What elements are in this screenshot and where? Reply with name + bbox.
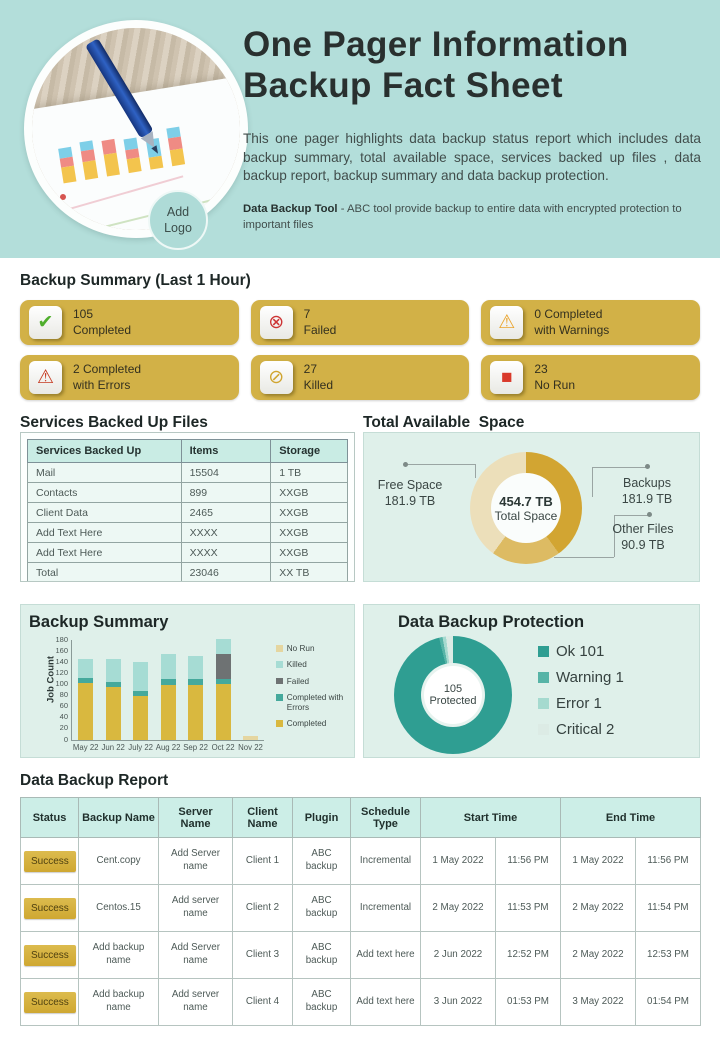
legend-label: No Run xyxy=(286,644,315,653)
bar-segment xyxy=(161,654,176,679)
y-axis-tick: 140 xyxy=(55,656,68,666)
report-cell-end_time: 11:56 PM xyxy=(636,838,701,885)
report-col-plugin: Plugin xyxy=(293,798,351,838)
stacked-bar xyxy=(216,639,231,740)
bar-segment xyxy=(106,659,121,682)
legend-item xyxy=(276,719,346,729)
bar-slot xyxy=(237,640,264,740)
x-axis-tick: Aug 22 xyxy=(155,743,181,752)
report-cell-plugin: ABC backup xyxy=(293,885,351,932)
protection-chart xyxy=(372,636,691,754)
jobs-chart-panel xyxy=(20,604,355,758)
card-value: 27 xyxy=(303,361,318,376)
callout-dot xyxy=(647,512,652,517)
legend-item xyxy=(538,643,624,660)
services-cell: Add Text Here xyxy=(28,543,182,563)
stop-icon: ■ xyxy=(490,361,523,394)
total-space-value: 454.7 TB xyxy=(499,493,553,509)
card-label: Killed xyxy=(303,377,334,392)
services-table-box xyxy=(20,432,355,582)
protection-donut-chart xyxy=(394,636,512,754)
legend-label: Completed with Errors xyxy=(286,693,344,712)
report-table-row xyxy=(21,885,701,932)
legend-swatch xyxy=(276,720,283,727)
services-col-storage: Storage xyxy=(271,440,348,463)
legend-item xyxy=(538,695,624,712)
report-status-cell xyxy=(21,932,79,979)
services-cell: XX TB xyxy=(271,563,348,583)
space-column xyxy=(363,414,700,582)
tool-label: Data Backup Tool xyxy=(243,203,338,215)
report-cell-backup: Add backup name xyxy=(79,932,159,979)
legend-swatch xyxy=(538,672,549,683)
callout-line xyxy=(475,464,476,478)
callout-line xyxy=(554,557,614,558)
legend-swatch xyxy=(276,678,283,685)
bar-segment xyxy=(78,683,93,740)
report-col-schedule: Schedule Type xyxy=(351,798,421,838)
error-icon: ⚠ xyxy=(29,361,62,394)
report-cell-backup: Cent.copy xyxy=(79,838,159,885)
bar-slot xyxy=(209,640,236,740)
services-cell: 2465 xyxy=(181,503,271,523)
y-axis-tick: 60 xyxy=(59,701,68,711)
services-column xyxy=(20,414,355,582)
report-cell-plugin: ABC backup xyxy=(293,932,351,979)
report-cell-server: Add Server name xyxy=(159,932,233,979)
legend-item xyxy=(276,693,346,713)
bar-segment xyxy=(216,684,231,740)
services-cell: XXGB xyxy=(271,503,348,523)
report-status-cell xyxy=(21,979,79,1026)
report-cell-backup: Add backup name xyxy=(79,979,159,1026)
x-axis-tick: Oct 22 xyxy=(211,743,235,752)
services-cell: XXGB xyxy=(271,523,348,543)
protection-donut-center xyxy=(424,666,482,724)
legend-swatch xyxy=(538,698,549,709)
services-heading: Services Backed Up Files xyxy=(20,414,208,431)
card-label: Completed xyxy=(73,322,132,337)
status-badge: Success xyxy=(24,898,76,919)
callout-line xyxy=(592,467,646,468)
protection-legend xyxy=(538,643,624,747)
report-cell-schedule: Add text here xyxy=(351,932,421,979)
report-cell-server: Add Server name xyxy=(159,838,233,885)
other-files-label: Other Files 90.9 TB xyxy=(612,522,674,553)
services-col-service: Services Backed Up xyxy=(28,440,182,463)
report-cell-start_date: 2 Jun 2022 xyxy=(421,932,496,979)
report-col-start: Start Time xyxy=(421,798,561,838)
report-cell-plugin: ABC backup xyxy=(293,979,351,1026)
y-axis-tick: 0 xyxy=(63,734,68,744)
y-axis-tick: 40 xyxy=(59,712,68,722)
bar-segment xyxy=(188,685,203,740)
callout-line xyxy=(614,515,648,516)
status-badge: Success xyxy=(24,945,76,966)
report-cell-start_time: 11:53 PM xyxy=(496,885,561,932)
report-cell-schedule: Add text here xyxy=(351,979,421,1026)
services-cell: XXXX xyxy=(181,543,271,563)
card-completed-warnings xyxy=(481,300,700,345)
stacked-bar xyxy=(78,659,93,740)
report-cell-client: Client 4 xyxy=(233,979,293,1026)
report-cell-start_time: 12:52 PM xyxy=(496,932,561,979)
protected-label: Protected xyxy=(429,695,477,707)
page-title: One Pager Information Backup Fact Sheet xyxy=(243,25,629,106)
services-header-row xyxy=(28,440,348,463)
report-cell-end_date: 3 May 2022 xyxy=(561,979,636,1026)
no-entry-icon: ⊘ xyxy=(260,361,293,394)
stacked-bar xyxy=(243,736,258,740)
report-status-cell xyxy=(21,885,79,932)
report-cell-end_time: 11:54 PM xyxy=(636,885,701,932)
report-cell-start_time: 01:53 PM xyxy=(496,979,561,1026)
report-cell-server: Add server name xyxy=(159,979,233,1026)
report-status-cell xyxy=(21,838,79,885)
bar-slot xyxy=(72,640,99,740)
stacked-bar xyxy=(161,654,176,740)
total-space-label: Total Space xyxy=(494,508,558,523)
add-logo-line2: Logo xyxy=(164,221,192,235)
backup-summary-heading: Backup Summary (Last 1 Hour) xyxy=(20,272,251,289)
jobs-bar-chart xyxy=(29,634,346,752)
callout-line xyxy=(592,467,593,497)
card-failed xyxy=(251,300,470,345)
legend-label: Ok 101 xyxy=(556,643,605,660)
legend-label: Failed xyxy=(286,676,310,686)
callout-dot xyxy=(403,462,408,467)
legend-label: Killed xyxy=(286,660,307,670)
add-logo-badge[interactable] xyxy=(148,190,208,250)
services-cell: XXGB xyxy=(271,543,348,563)
card-label: No Run xyxy=(534,377,576,392)
services-cell: 1 TB xyxy=(271,463,348,483)
card-completed xyxy=(20,300,239,345)
legend-item xyxy=(276,660,346,670)
protection-panel xyxy=(363,604,700,758)
status-badge: Success xyxy=(24,992,76,1013)
legend-swatch xyxy=(276,661,283,668)
report-header-row xyxy=(21,798,701,838)
services-table-row xyxy=(28,523,348,543)
stacked-bar xyxy=(106,659,121,740)
services-table-row xyxy=(28,503,348,523)
services-cell: 899 xyxy=(181,483,271,503)
report-cell-client: Client 1 xyxy=(233,838,293,885)
report-cell-backup: Centos.15 xyxy=(79,885,159,932)
report-cell-end_date: 1 May 2022 xyxy=(561,838,636,885)
bar-slot xyxy=(99,640,126,740)
report-cell-end_date: 2 May 2022 xyxy=(561,885,636,932)
legend-swatch xyxy=(276,645,283,652)
space-panel xyxy=(363,432,700,582)
x-axis-tick: Jun 22 xyxy=(101,743,125,752)
bar-segment xyxy=(216,639,231,654)
x-axis-tick: Nov 22 xyxy=(238,743,263,752)
card-killed xyxy=(251,355,470,400)
services-cell: Mail xyxy=(28,463,182,483)
report-cell-end_time: 01:54 PM xyxy=(636,979,701,1026)
report-table xyxy=(20,797,701,1026)
card-value: 105 xyxy=(73,306,94,321)
bar-slot xyxy=(127,640,154,740)
x-axis-tick: July 22 xyxy=(128,743,154,752)
legend-label: Completed xyxy=(286,719,327,729)
jobs-chart-heading: Backup Summary xyxy=(29,613,169,631)
report-heading: Data Backup Report xyxy=(20,772,169,789)
tool-note xyxy=(243,201,695,234)
x-axis-tick: May 22 xyxy=(72,743,99,752)
status-cards xyxy=(20,300,700,400)
report-section xyxy=(20,772,700,1026)
services-table-row xyxy=(28,483,348,503)
legend-swatch xyxy=(276,694,283,701)
header-description: This one pager highlights data backup status report which includes data backup summary, total available space, services backed up files , data backup report, backup summary and data backup protection. xyxy=(243,131,701,184)
report-cell-client: Client 2 xyxy=(233,885,293,932)
y-axis-tick: 20 xyxy=(59,723,68,733)
bar-segment xyxy=(78,659,93,677)
services-table-row xyxy=(28,563,348,583)
services-cell: Add Text Here xyxy=(28,523,182,543)
space-donut-chart xyxy=(470,452,582,564)
services-cell: Client Data xyxy=(28,503,182,523)
report-cell-start_time: 11:56 PM xyxy=(496,838,561,885)
add-logo-line1: Add xyxy=(166,204,190,219)
bar-plot-area xyxy=(55,634,264,752)
y-axis-tick: 100 xyxy=(55,678,68,688)
report-col-backup: Backup Name xyxy=(79,798,159,838)
status-badge: Success xyxy=(24,851,76,872)
report-cell-start_date: 2 May 2022 xyxy=(421,885,496,932)
x-axis-tick: Sep 22 xyxy=(183,743,208,752)
services-cell: XXGB xyxy=(271,483,348,503)
y-axis-tick: 80 xyxy=(59,690,68,700)
photo-dot xyxy=(60,194,66,200)
services-table-row xyxy=(28,463,348,483)
legend-item xyxy=(276,677,346,687)
backup-summary-section xyxy=(20,272,700,400)
report-cell-schedule: Incremental xyxy=(351,885,421,932)
legend-label: Critical 2 xyxy=(556,721,615,738)
stacked-bar xyxy=(188,656,203,740)
content xyxy=(0,272,720,1026)
header xyxy=(0,0,720,258)
services-table xyxy=(27,439,348,582)
bar-segment xyxy=(188,656,203,679)
services-table-row xyxy=(28,543,348,563)
services-cell: XXXX xyxy=(181,523,271,543)
bar-chart-legend xyxy=(276,640,346,741)
backups-label: Backups 181.9 TB xyxy=(621,476,673,507)
report-cell-plugin: ABC backup xyxy=(293,838,351,885)
report-col-server: Server Name xyxy=(159,798,233,838)
legend-swatch xyxy=(538,646,549,657)
card-label: with Warnings xyxy=(534,322,610,337)
report-cell-server: Add server name xyxy=(159,885,233,932)
services-cell: 23046 xyxy=(181,563,271,583)
check-icon: ✔ xyxy=(29,306,62,339)
y-axis-tick: 180 xyxy=(55,634,68,644)
legend-label: Error 1 xyxy=(556,695,602,712)
report-table-row xyxy=(21,979,701,1026)
y-axis-label: Job Count xyxy=(45,656,57,703)
callout-line xyxy=(406,464,476,465)
bar-segment xyxy=(243,736,258,740)
bar-segment xyxy=(133,696,148,740)
free-space-label: Free Space 181.9 TB xyxy=(377,478,443,509)
services-col-items: Items xyxy=(181,440,271,463)
tool-text: - ABC tool provide backup to entire data with encrypted protection to important files xyxy=(243,203,682,232)
charts-section xyxy=(20,604,700,758)
warning-icon: ⚠ xyxy=(490,306,523,339)
report-cell-schedule: Incremental xyxy=(351,838,421,885)
report-col-end: End Time xyxy=(561,798,701,838)
callout-dot xyxy=(645,464,650,469)
report-table-row xyxy=(21,932,701,979)
report-col-client: Client Name xyxy=(233,798,293,838)
space-heading: Total Available Space xyxy=(363,414,525,431)
report-col-status: Status xyxy=(21,798,79,838)
card-value: 2 Completed xyxy=(73,361,142,376)
protection-heading: Data Backup Protection xyxy=(398,613,585,631)
report-cell-end_date: 2 May 2022 xyxy=(561,932,636,979)
y-axis-tick: 160 xyxy=(55,645,68,655)
bar-segment xyxy=(161,685,176,740)
report-cell-client: Client 3 xyxy=(233,932,293,979)
report-cell-start_date: 1 May 2022 xyxy=(421,838,496,885)
stacked-bar xyxy=(133,662,148,740)
report-cell-end_time: 12:53 PM xyxy=(636,932,701,979)
legend-item xyxy=(538,669,624,686)
card-label: with Errors xyxy=(73,377,131,392)
card-value: 0 Completed xyxy=(534,306,603,321)
card-no-run xyxy=(481,355,700,400)
services-cell: Total xyxy=(28,563,182,583)
bar-segment xyxy=(216,654,231,678)
card-value: 7 xyxy=(303,306,311,321)
card-completed-errors xyxy=(20,355,239,400)
middle-section xyxy=(20,414,700,582)
space-donut-center xyxy=(491,473,561,543)
services-cell: Contacts xyxy=(28,483,182,503)
card-label: Failed xyxy=(303,322,337,337)
card-value: 23 xyxy=(534,361,548,376)
legend-item xyxy=(538,721,624,738)
header-photo xyxy=(24,20,248,238)
legend-swatch xyxy=(538,724,549,735)
bar-slot xyxy=(154,640,181,740)
bar-segment xyxy=(106,687,121,740)
legend-item xyxy=(276,644,346,654)
services-cell: 15504 xyxy=(181,463,271,483)
cross-circle-icon: ⊗ xyxy=(260,306,293,339)
y-axis-tick: 120 xyxy=(55,667,68,677)
report-cell-start_date: 3 Jun 2022 xyxy=(421,979,496,1026)
protected-value: 105 xyxy=(443,683,463,695)
bar-slot xyxy=(182,640,209,740)
report-table-row xyxy=(21,838,701,885)
bar-segment xyxy=(133,662,148,691)
legend-label: Warning 1 xyxy=(556,669,624,686)
